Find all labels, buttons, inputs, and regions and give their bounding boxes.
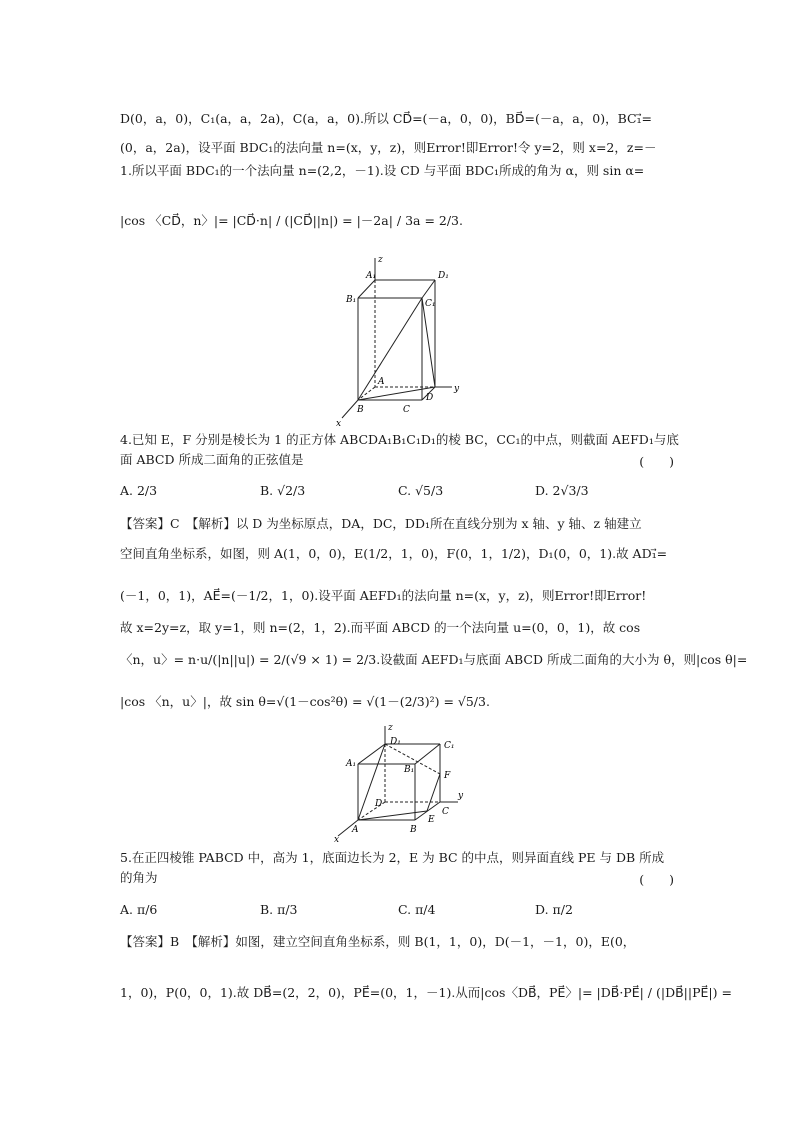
p3-line-3: 1.所以平面 BDC₁的一个法向量 n=(2,2，－1).设 CD 与平面 BDC₁所成的角为 α，则 sin α= bbox=[120, 163, 645, 178]
fig1-label-c1: C₁ bbox=[425, 299, 436, 309]
fig1-label-c: C bbox=[403, 405, 410, 415]
p4-option-b: B. √2/3 bbox=[260, 483, 306, 498]
p4-line-2: 面 ABCD 所成二面角的正弦值是 bbox=[120, 452, 304, 467]
p4-ans-3: (－1，0，1)，AE⃗=(－1/2，1，0).设平面 AEFD₁的法向量 n=(x，y，z)，则Error!即Error! bbox=[120, 588, 647, 603]
fig2-label-e: E bbox=[428, 815, 435, 825]
p5-line-1: 5.在正四棱锥 PABCD 中，高为 1，底面边长为 2，E 为 BC 的中点，则异面直线 PE 与 DB 所成 bbox=[120, 850, 665, 865]
fig2-label-z: z bbox=[388, 723, 393, 733]
figure-cube bbox=[330, 722, 480, 842]
fig1-label-z: z bbox=[378, 255, 383, 265]
fig2-label-c: C bbox=[442, 807, 449, 817]
p3-line-4: |cos 〈CD⃗，n〉|= |CD⃗·n| / (|CD⃗||n|) = |－2a| / 3a = 2/3. bbox=[120, 213, 463, 228]
p3-line-1: D(0，a，0)，C₁(a，a，2a)，C(a，a，0).所以 CD⃗=(－a，0，0)，BD⃗=(－a，a，0)，BC₁⃗= bbox=[120, 111, 653, 126]
p4-ans-2: 空间直角坐标系，如图，则 A(1，0，0)，E(1/2，1，0)，F(0，1，1/2)，D₁(0，0，1).故 AD₁⃗= bbox=[120, 546, 668, 561]
p5-answer-paren: ( ) bbox=[639, 872, 674, 887]
fig2-label-y: y bbox=[458, 791, 464, 801]
fig1-label-d: D bbox=[426, 393, 434, 403]
p4-option-a: A. 2/3 bbox=[120, 483, 158, 498]
fig1-label-b1: B₁ bbox=[346, 295, 357, 305]
p5-ans-2: 1，0)，P(0，0，1).故 DB⃗=(2，2，0)，PE⃗=(0，1，－1).从而|cos〈DB⃗，PE⃗〉|= |DB⃗·PE⃗| / (|DB⃗||PE⃗|) = bbox=[120, 985, 732, 1000]
p4-answer-paren: ( ) bbox=[639, 454, 674, 469]
fig1-label-d1: D₁ bbox=[438, 271, 449, 281]
p3-line-2: (0，a，2a)，设平面 BDC₁的法向量 n=(x，y，z)，则Error!即Error!令 y=2，则 x=2，z=－ bbox=[120, 140, 657, 155]
p4-option-c: C. √5/3 bbox=[398, 483, 444, 498]
p5-ans-1: 【答案】B 【解析】如图，建立空间直角坐标系，则 B(1，1，0)，D(－1，－1，0)，E(0， bbox=[120, 934, 636, 949]
fig2-label-f: F bbox=[444, 771, 451, 781]
p5-option-a: A. π/6 bbox=[120, 902, 158, 917]
figure-prism bbox=[330, 250, 470, 430]
fig2-label-x: x bbox=[334, 835, 340, 842]
fig1-label-x: x bbox=[336, 419, 342, 429]
p4-ans-4: 故 x=2y=z，取 y=1，则 n=(2，1，2).而平面 ABCD 的一个法向量 u=(0，0，1)，故 cos bbox=[120, 620, 641, 635]
p5-option-d: D. π/2 bbox=[535, 902, 573, 917]
p5-option-c: C. π/4 bbox=[398, 902, 436, 917]
p4-ans-1: 【答案】C 【解析】以 D 为坐标原点，DA，DC，DD₁所在直线分别为 x 轴、y 轴、z 轴建立 bbox=[120, 516, 642, 531]
fig2-label-d1: D₁ bbox=[390, 737, 401, 747]
fig1-label-a: A bbox=[378, 377, 385, 387]
fig2-label-d: D bbox=[375, 799, 383, 809]
fig1-label-b: B bbox=[357, 405, 364, 415]
fig1-label-a1: A₁ bbox=[366, 271, 377, 281]
p5-line-2: 的角为 bbox=[120, 870, 158, 885]
p4-ans-6: |cos 〈n，u〉|，故 sin θ=√(1－cos²θ) = √(1－(2/3)²) = √5/3. bbox=[120, 694, 490, 709]
fig2-label-c1: C₁ bbox=[444, 741, 455, 751]
fig1-label-y: y bbox=[454, 384, 460, 394]
fig2-label-b: B bbox=[410, 825, 417, 835]
p4-line-1: 4.已知 E，F 分别是棱长为 1 的正方体 ABCDA₁B₁C₁D₁的棱 BC，CC₁的中点，则截面 AEFD₁与底 bbox=[120, 432, 679, 447]
fig2-label-a1: A₁ bbox=[346, 759, 357, 769]
fig2-label-b1: B₁ bbox=[404, 765, 415, 775]
p4-option-d: D. 2√3/3 bbox=[535, 483, 589, 498]
fig2-label-a: A bbox=[352, 825, 359, 835]
p4-ans-5: 〈n，u〉= n·u/(|n||u|) = 2/(√9 × 1) = 2/3.设截面 AEFD₁与底面 ABCD 所成二面角的大小为 θ，则|cos θ|= bbox=[120, 652, 748, 667]
p5-option-b: B. π/3 bbox=[260, 902, 298, 917]
